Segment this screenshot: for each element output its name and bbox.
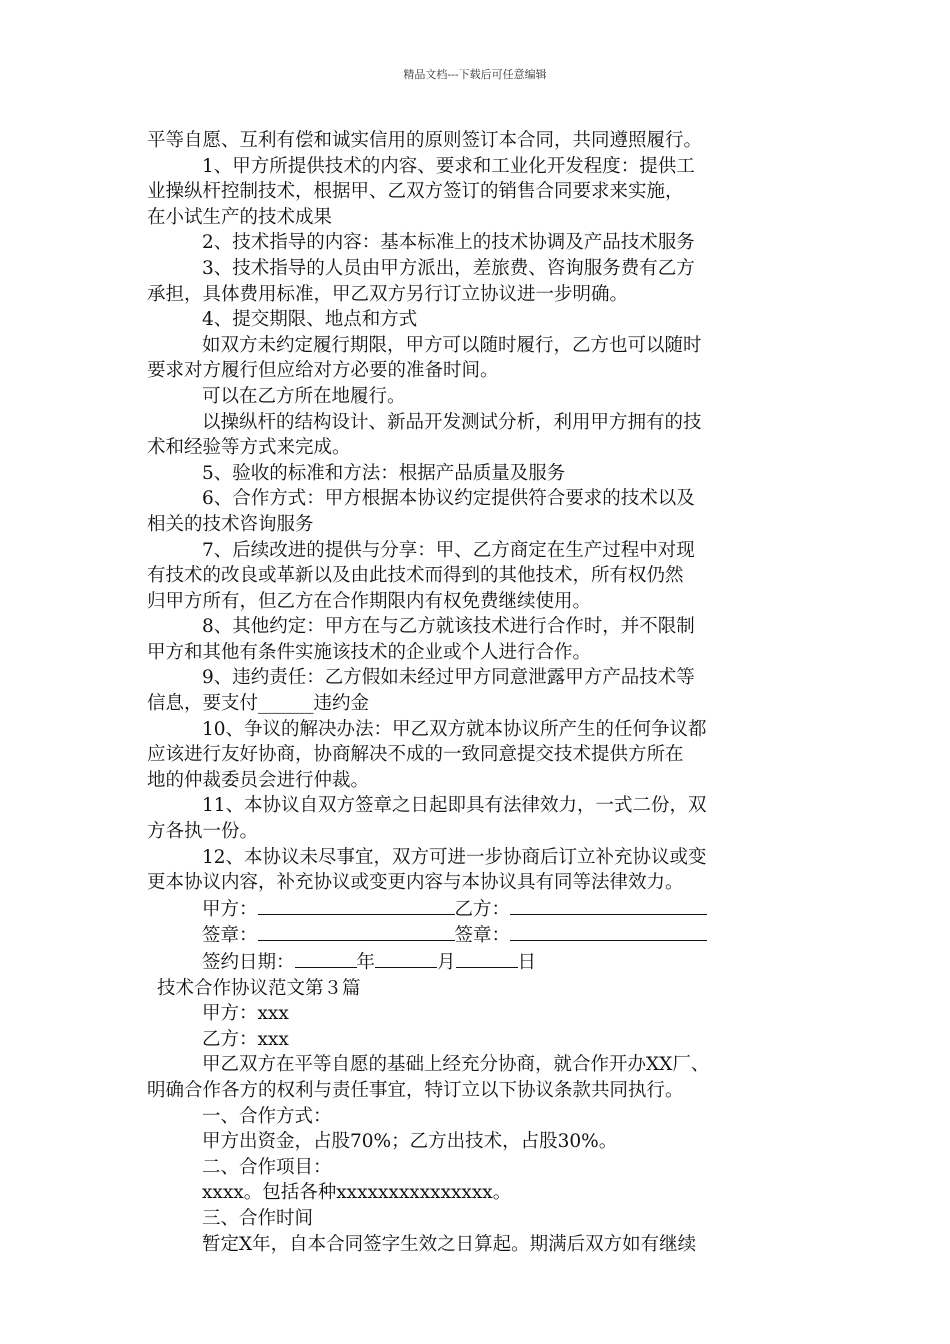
paragraph-line: 业操纵杆控制技术，根据甲、乙双方签订的销售合同要求来实施， bbox=[147, 181, 684, 203]
paragraph-line: 8、其他约定：甲方在与乙方就该技术进行合作时，并不限制 bbox=[202, 616, 695, 638]
paragraph-line: 信息，要支付______违约金 bbox=[147, 693, 370, 715]
paragraph-line: 2、技术指导的内容：基本标准上的技术协调及产品技术服务 bbox=[202, 232, 695, 254]
paragraph-line: 三、合作时间 bbox=[202, 1207, 314, 1229]
paragraph-line: 甲乙双方在平等自愿的基础上经充分协商，就合作开办XX厂、 bbox=[202, 1054, 710, 1076]
paragraph-line: 二、合作项目： bbox=[202, 1156, 332, 1178]
paragraph-line: 承担，具体费用标准，甲乙双方另行订立协议进一步明确。 bbox=[147, 283, 629, 305]
month-blank bbox=[375, 949, 437, 968]
paragraph-line: 地的仲裁委员会进行仲裁。 bbox=[147, 769, 370, 791]
paragraph-line: 12、本协议未尽事宜，双方可进一步协商后订立补充协议或变 bbox=[202, 846, 707, 868]
month-label: 月 bbox=[437, 952, 456, 973]
paragraph-line: 暂定X年，自本合同签字生效之日算起。期满后双方如有继续 bbox=[202, 1233, 697, 1255]
paragraph-line: 更本协议内容，补充协议或变更内容与本协议具有同等法律效力。 bbox=[147, 872, 684, 894]
paragraph-line: 10、争议的解决办法：甲乙双方就本协议所产生的任何争议都 bbox=[202, 718, 707, 740]
paragraph-line: 可以在乙方所在地履行。 bbox=[202, 385, 406, 407]
paragraph-line: 6、合作方式：甲方根据本协议约定提供符合要求的技术以及 bbox=[202, 488, 695, 510]
paragraph-line: 4、提交期限、地点和方式 bbox=[202, 309, 418, 331]
signature-row-date bbox=[147, 949, 827, 976]
party-b-blank bbox=[510, 896, 707, 915]
day-label: 日 bbox=[517, 952, 537, 973]
signature-row-seal bbox=[147, 922, 827, 949]
paragraph-line: 甲方出资金，占股70%；乙方出技术，占股30%。 bbox=[202, 1131, 618, 1153]
paragraph-line: 甲方：xxx bbox=[202, 1003, 289, 1025]
paragraph-line: 归甲方所有，但乙方在合作期限内有权免费继续使用。 bbox=[147, 590, 592, 612]
paragraph-line: 有技术的改良或革新以及由此技术而得到的其他技术，所有权仍然 bbox=[147, 565, 684, 587]
seal-a-label: 签章： bbox=[202, 925, 258, 947]
page-header: 精品文档---下载后可任意编辑 bbox=[403, 68, 547, 81]
paragraph-line: 5、验收的标准和方法：根据产品质量及服务 bbox=[202, 462, 566, 484]
paragraph-line: 甲方和其他有条件实施该技术的企业或个人进行合作。 bbox=[147, 641, 592, 663]
paragraph-line: 7、后续改进的提供与分享：甲、乙方商定在生产过程中对现 bbox=[202, 539, 695, 561]
document-body bbox=[147, 128, 827, 1257]
paragraph-line: 11、本协议自双方签章之日起即具有法律效力，一式二份，双 bbox=[202, 795, 707, 817]
paragraph-line: 方各执一份。 bbox=[147, 821, 259, 843]
paragraph-line: 要求对方履行但应给对方必要的准备时间。 bbox=[147, 360, 499, 382]
paragraph-line: 术和经验等方式来完成。 bbox=[147, 437, 351, 459]
paragraph-line: 如双方未约定履行期限，甲方可以随时履行，乙方也可以随时 bbox=[202, 334, 702, 356]
paragraph-line: 1、甲方所提供技术的内容、要求和工业化开发程度：提供工 bbox=[202, 155, 695, 177]
party-a-label: 甲方： bbox=[202, 898, 258, 920]
year-blank bbox=[295, 949, 357, 968]
paragraph-line: 乙方：xxx bbox=[202, 1028, 289, 1050]
party-b-label: 乙方： bbox=[454, 898, 511, 920]
paragraph-line: 明确合作各方的权利与责任事宜，特订立以下协议条款共同执行。 bbox=[147, 1079, 684, 1101]
date-label: 签约日期： bbox=[202, 952, 295, 973]
paragraph-line: 以操纵杆的结构设计、新品开发测试分析，利用甲方拥有的技 bbox=[202, 411, 702, 433]
paragraph-line: 3、技术指导的人员由甲方派出，差旅费、咨询服务费有乙方 bbox=[202, 257, 695, 279]
seal-b-label: 签章： bbox=[454, 925, 511, 947]
section-title: 技术合作协议范文第３篇 bbox=[157, 977, 361, 999]
paragraph-line: 应该进行友好协商，协商解决不成的一致同意提交技术提供方所在 bbox=[147, 744, 684, 766]
seal-b-blank bbox=[510, 922, 707, 941]
paragraph-line: 平等自愿、互利有偿和诚实信用的原则签订本合同，共同遵照履行。 bbox=[147, 130, 703, 151]
paragraph-line: 一、合作方式： bbox=[202, 1105, 332, 1127]
paragraph-line: xxxx。包括各种xxxxxxxxxxxxxxx。 bbox=[202, 1182, 512, 1204]
party-a-blank bbox=[258, 896, 455, 915]
paragraph-line: 在小试生产的技术成果 bbox=[147, 206, 333, 228]
year-label: 年 bbox=[356, 952, 376, 973]
seal-a-blank bbox=[258, 922, 455, 941]
day-blank bbox=[456, 949, 518, 968]
paragraph-line: 9、违约责任：乙方假如未经过甲方同意泄露甲方产品技术等 bbox=[202, 667, 695, 689]
paragraph-line: 相关的技术咨询服务 bbox=[147, 513, 314, 535]
signature-row-party bbox=[147, 896, 827, 923]
